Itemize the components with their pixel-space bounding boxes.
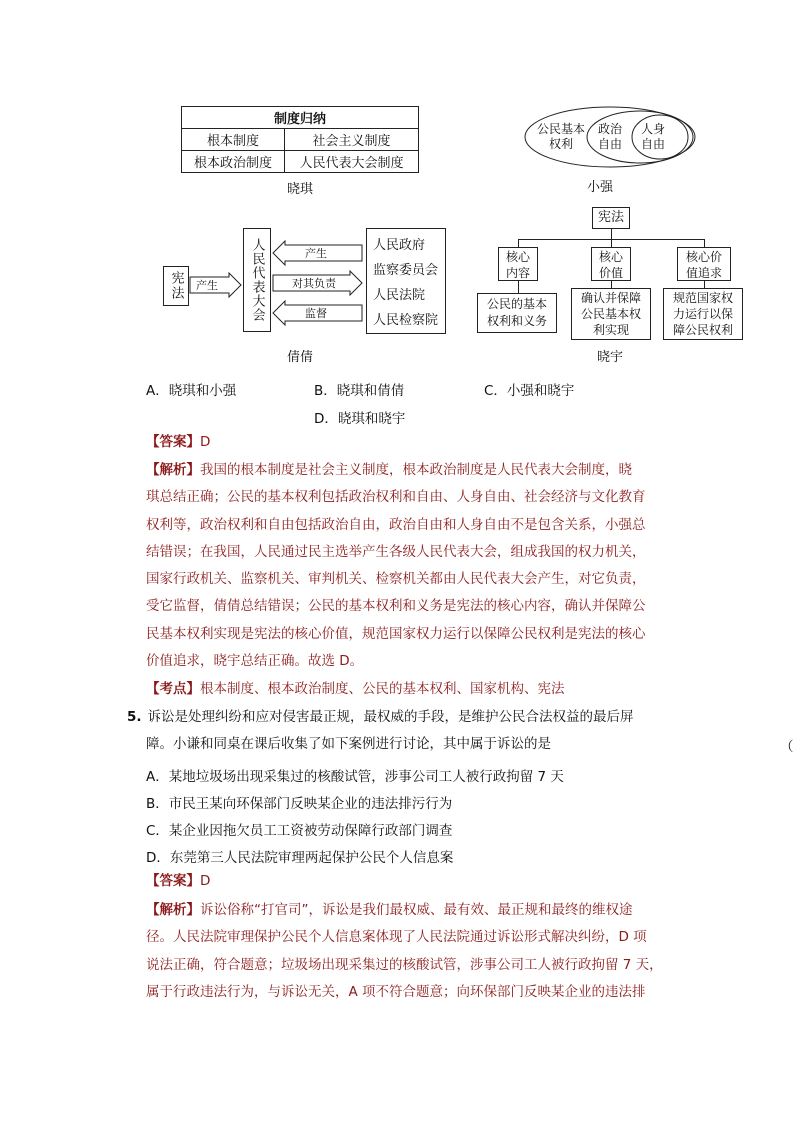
q5-analysis — [146, 897, 666, 1006]
analysis-line: 权利等，政治权利和自由包括政治自由，政治自由和人身自由不是包含关系，小强总 — [146, 516, 646, 533]
option-c: C．小强和晓宇 — [484, 383, 575, 399]
option-d: D．晓琪和晓宇 — [314, 411, 406, 427]
analysis-line: 径。人民法院审理保护公民个人信息案体现了人民法院通过诉讼形式解决纠纷，D 项 — [146, 929, 647, 946]
tree-leaf — [663, 288, 743, 340]
q4-answer — [146, 429, 666, 456]
table-cell: 人民代表大会制度 — [285, 151, 419, 173]
venn-middle-line: 自由 — [597, 137, 622, 151]
answer-value: D — [200, 434, 211, 450]
answer-value: D — [200, 873, 211, 889]
question-number: 5. — [127, 709, 142, 725]
analysis-line: 诉讼俗称“打官司”，诉讼是我们最权威、最有效、最正规和最终的维权途 — [200, 902, 633, 918]
table-header: 制度归纳 — [182, 107, 419, 129]
venn-inner-line: 自由 — [640, 137, 665, 151]
venn-outer-label — [530, 122, 592, 152]
option-b: B．市民王某向环保部门反映某企业的违法排污行为 — [146, 796, 453, 812]
system-summary-table — [181, 106, 419, 173]
option-b: B．晓琪和倩倩 — [314, 383, 405, 399]
figure-caption: 晓琪 — [286, 182, 313, 197]
stem-line: 障。小谦和同桌在课后收集了如下案例进行讨论，其中属于诉讼的是 — [146, 736, 551, 752]
analysis-tag: 【解析】 — [146, 462, 200, 478]
tree-node-line: 价值 — [598, 266, 623, 280]
table-cell: 根本政治制度 — [182, 151, 285, 173]
venn-inner-line: 人身 — [640, 122, 665, 136]
analysis-line: 琪总结正确；公民的基本权利包括政治权利和自由、人身自由、社会经济与文化教育 — [146, 489, 646, 506]
analysis-line: 属于行政违法行为，与诉讼无关，A 项不符合题意；向环保部门反映某企业的违法排 — [146, 983, 646, 1000]
analysis-line: 价值追求，晓宇总结正确。故选 D。 — [146, 653, 364, 670]
analysis-line: 说法正确，符合题意；垃圾场出现采集过的核酸试管，涉事公司工人被行政拘留 7 天， — [146, 956, 663, 973]
venn-middle-label — [594, 122, 626, 152]
stem-line: 诉讼是处理纠纷和应对侵害最正规，最权威的手段，是维护公民合法权益的最后屏 — [147, 709, 634, 725]
npc-label: 人民代表大会 — [249, 238, 265, 322]
option-c: C．某企业因拖欠员工工资被劳动保障行政部门调查 — [146, 823, 453, 839]
q5-answer — [146, 868, 666, 895]
organ-item: 人民政府 — [373, 238, 426, 253]
produce-label: 产生 — [196, 279, 218, 292]
tree-node — [591, 247, 631, 281]
venn-middle-line: 政治 — [597, 122, 622, 136]
table-cell: 社会主义制度 — [285, 129, 419, 151]
tree-node-line: 核心 — [598, 250, 623, 264]
q5-stem — [127, 704, 687, 758]
analysis-line: 国家行政机关、监察机关、审判机关、检察机关都由人民代表大会产生，对它负责， — [146, 571, 646, 588]
analysis-line: 民基本权利实现是宪法的核心价值，规范国家权力运行以保障公民权利是宪法的核心 — [146, 625, 646, 642]
option-a: A．某地垃圾场出现采集过的核酸试管，涉事公司工人被行政拘留 7 天 — [146, 769, 564, 785]
q4-point — [146, 676, 666, 703]
tree-leaf-line: 力运行以保 — [672, 307, 733, 321]
tree-node-line: 核心价 — [685, 250, 722, 264]
tree-leaf-line: 权利和义务 — [486, 314, 547, 328]
tree-leaf — [571, 288, 651, 340]
analysis-tag: 【解析】 — [146, 902, 200, 918]
point-tag: 【考点】 — [146, 681, 200, 697]
tree-node — [498, 247, 538, 281]
tree-leaf-line: 利实现 — [592, 323, 629, 337]
organ-item: 人民法院 — [373, 288, 426, 303]
tree-node — [677, 247, 731, 281]
analysis-line: 受它监督，倩倩总结错误；公民的基本权利和义务是宪法的核心内容，确认并保障公 — [146, 598, 646, 615]
analysis-line: 我国的根本制度是社会主义制度，根本政治制度是人民代表大会制度，晓 — [200, 462, 632, 478]
option-a: A．晓琪和小强 — [146, 383, 237, 399]
answer-tag: 【答案】 — [146, 873, 200, 889]
tree-leaf — [477, 293, 557, 333]
organ-item: 人民检察院 — [373, 313, 439, 328]
answer-bracket: （ — [780, 739, 794, 755]
option-d: D．东莞第三人民法院审理两起保护公民个人信息案 — [146, 850, 454, 866]
arrow-label: 对其负责 — [292, 277, 336, 290]
tree-leaf-line: 公民基本权 — [580, 307, 641, 321]
tree-node-line: 值追求 — [685, 266, 722, 280]
tree-node-line: 内容 — [505, 266, 530, 280]
arrow-label: 监督 — [305, 307, 327, 320]
tree-node-line: 核心 — [505, 250, 530, 264]
organ-item: 监察委员会 — [373, 263, 439, 278]
tree-leaf-line: 公民的基本 — [486, 297, 547, 311]
analysis-line: 结错误；在我国，人民通过民主选举产生各级人民代表大会，组成我国的权力机关， — [146, 543, 646, 560]
venn-outer-line: 公民基本 — [536, 122, 585, 136]
venn-inner-label — [636, 122, 670, 152]
npc-box — [243, 228, 271, 332]
constitution-label: 宪法 — [168, 271, 184, 301]
tree-leaf-line: 确认并保障 — [580, 291, 641, 305]
figure-caption: 晓宇 — [596, 350, 623, 365]
table-cell: 根本制度 — [182, 129, 285, 151]
constitution-box — [163, 266, 189, 306]
venn-outer-line: 权利 — [548, 137, 573, 151]
answer-tag: 【答案】 — [146, 434, 200, 450]
tree-root-box: 宪法 — [592, 207, 630, 229]
tree-leaf-line: 障公民权利 — [672, 323, 733, 337]
figure-caption: 倩倩 — [286, 350, 313, 365]
state-organs-box — [366, 228, 446, 334]
q4-analysis — [146, 457, 666, 675]
figure-caption: 小强 — [586, 180, 613, 195]
tree-leaf-line: 规范国家权 — [672, 291, 733, 305]
point-value: 根本制度、根本政治制度、公民的基本权利、国家机构、宪法 — [200, 681, 565, 697]
arrow-label: 产生 — [305, 247, 327, 260]
